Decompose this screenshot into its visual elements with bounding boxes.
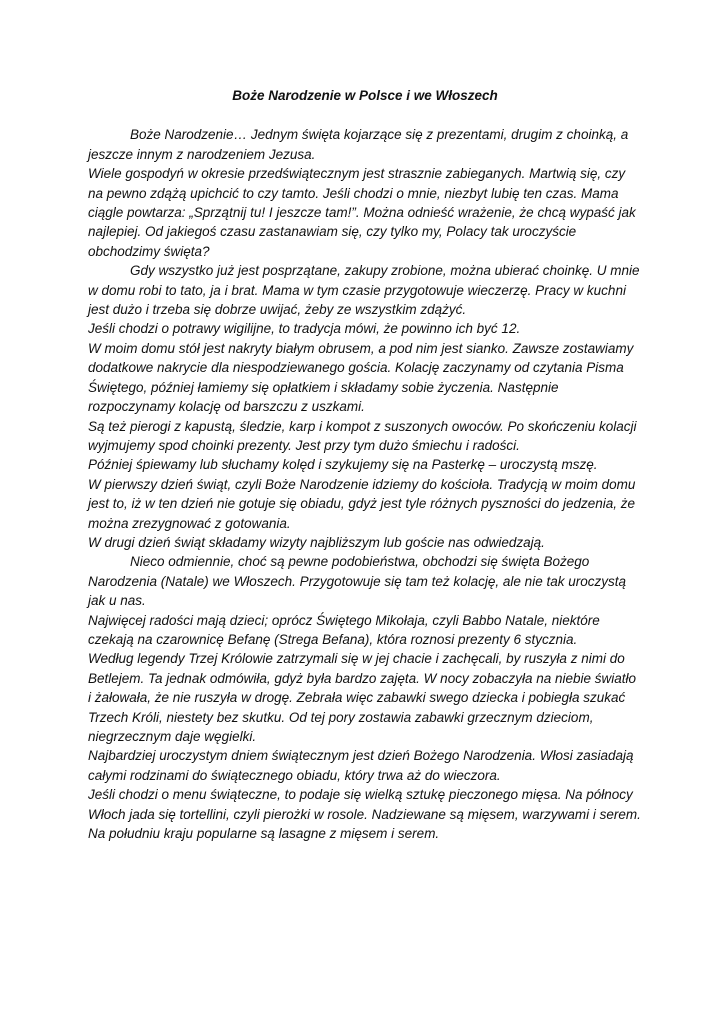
paragraph-1: Boże Narodzenie… Jednym święta kojarzące się z prezentami, drugim z choinką, a jeszcze innym z narodzeniem Jezusa.	[88, 127, 629, 162]
paragraph-3: Gdy wszystko już jest posprzątane, zakupy zrobione, można ubierać choinkę. U mnie w domu robi to tato, ja i brat. Mama w tym czasie przygotowuje wieczerzę. Pracy w kuchni jest dużo i trzeba się dobrze uwijać, żeby ze wszystkim zdążyć.	[88, 263, 640, 318]
paragraph-13: Najbardziej uroczystym dniem świątecznym jest dzień Bożego Narodzenia. Włosi zasiadają całymi rodzinami do świątecznego obiadu, który trwa aż do wieczora.	[88, 748, 634, 783]
paragraph-2: Wiele gospodyń w okresie przedświątecznym jest strasznie zabieganych. Martwią się, czy na pewno zdążą upichcić to czy tamto. Jeśli chodzi o mnie, niezbyt lubię ten czas. Mama ciągle powtarza: „Sprzątnij tu! I jeszcze tam!”. Można odnieść wrażenie, że chcą wypaść jak najlepiej. Od jakiegoś czasu zastanawiam się, czy tylko my, Polacy tak uroczyście obchodzimy święta?	[88, 166, 636, 259]
paragraph-7: Później śpiewamy lub słuchamy kolęd i szykujemy się na Pasterkę – uroczystą mszę.	[88, 457, 598, 473]
paragraph-4: Jeśli chodzi o potrawy wigilijne, to tradycja mówi, że powinno ich być 12.	[88, 321, 521, 337]
paragraph-10: Nieco odmiennie, choć są pewne podobieństwa, obchodzi się święta Bożego Narodzenia (Natale) we Włoszech. Przygotowuje się tam też kolację, ale nie tak uroczystą jak u nas.	[88, 554, 626, 609]
document-title: Boże Narodzenie w Polsce i we Włoszech	[232, 88, 498, 103]
paragraph-11: Najwięcej radości mają dzieci; oprócz Świętego Mikołaja, czyli Babbo Natale, niektóre czekają na czarownicę Befanę (Strega Befana), która roznosi prezenty 6 stycznia.	[88, 612, 600, 647]
paragraph-5: W moim domu stół jest nakryty białym obrusem, a pod nim jest sianko. Zawsze zostawiamy dodatkowe nakrycie dla niespodziewanego gościa. Kolację zaczynamy od czytania Pisma Świętego, później łamiemy się opłatkiem i składamy sobie życzenia. Następnie rozpoczynamy kolację od barszczu z uszkami.	[88, 340, 634, 415]
paragraph-6: Są też pierogi z kapustą, śledzie, karp i kompot z suszonych owoców. Po skończeniu kolacji wyjmujemy spod choinki prezenty. Jest przy tym dużo śmiechu i radości.	[88, 418, 637, 453]
document-body	[88, 86, 642, 843]
paragraph-12: Według legendy Trzej Królowie zatrzymali się w jej chacie i zachęcali, by ruszyła z nimi do Betlejem. Ta jednak odmówiła, gdyż była bardzo zajęta. W nocy zobaczyła na niebie światło i żałowała, że nie ruszyła w drogę. Zebrała więc zabawki swego dziecka i pobiegła szukać Trzech Króli, niestety bez skutku. Od tej pory zostawia zabawki grzecznym dzieciom, niegrzecznym daje węgielki.	[88, 651, 637, 744]
paragraph-9: W drugi dzień świąt składamy wizyty najbliższym lub goście nas odwiedzają.	[88, 534, 545, 550]
paragraph-list	[88, 125, 642, 843]
paragraph-8: W pierwszy dzień świąt, czyli Boże Narodzenie idziemy do kościoła. Tradycją w moim domu jest to, iż w ten dzień nie gotuje się obiadu, gdyż jest tyle różnych pyszności do jedzenia, że można zrezygnować z gotowania.	[88, 476, 636, 531]
paragraph-14: Jeśli chodzi o menu świąteczne, to podaje się wielką sztukę pieczonego mięsa. Na północy Włoch jada się tortellini, czyli pierożki w rosole. Nadziewane są mięsem, warzywami i serem. Na południu kraju popularne są lasagne z mięsem i serem.	[88, 787, 641, 842]
